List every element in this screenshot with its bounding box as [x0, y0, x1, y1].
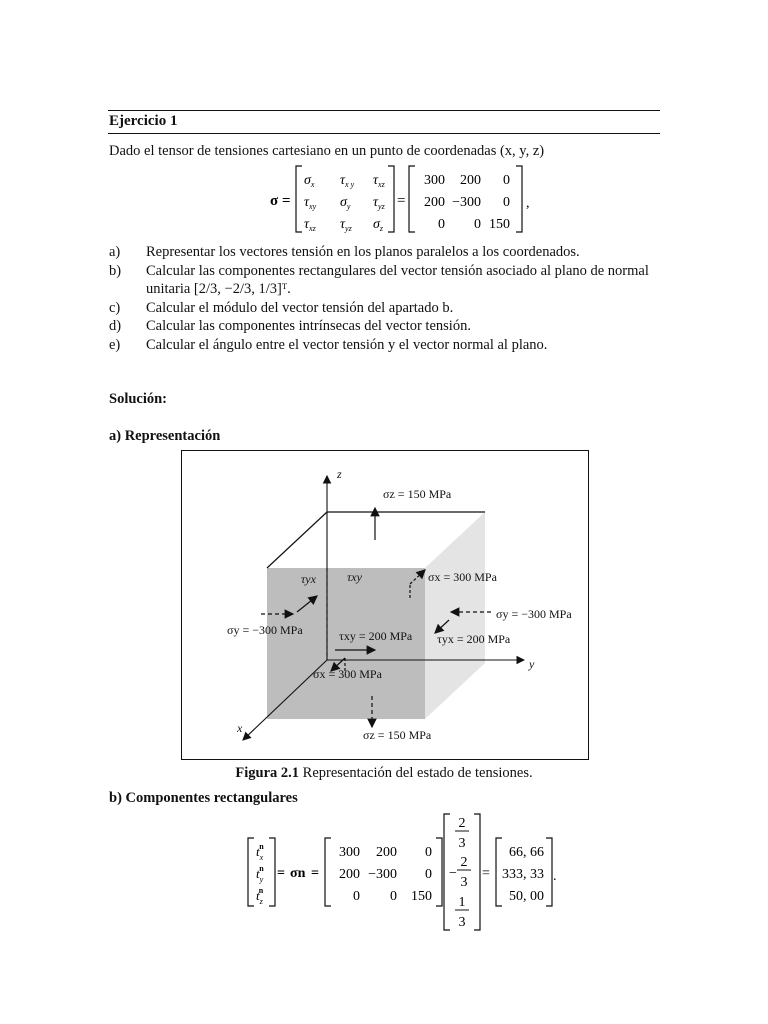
cell-s-00: $\sigma_x$: [304, 173, 315, 189]
lhs-ty: $t_yn$: [256, 864, 264, 884]
part-a-heading: a) Representación: [109, 428, 221, 444]
cube-front-face: [267, 568, 425, 719]
equals-sign-2: =: [397, 193, 406, 209]
equals-sign-1: =: [282, 193, 291, 209]
n2-sign: −: [449, 866, 457, 881]
label-sigma-x-right: σx = 300 MPa: [428, 570, 497, 584]
cell-s-11: $\sigma_y$: [340, 195, 351, 211]
caption-text: Representación del estado de tensiones.: [299, 765, 533, 781]
n1-den: 3: [458, 836, 466, 851]
b-matrix-cell-10: 200: [339, 867, 360, 882]
tensor-trailing: ,: [526, 196, 530, 211]
n2-den: 3: [460, 875, 468, 890]
label-sigma-y-right: σy = −300 MPa: [496, 607, 572, 621]
part-b-heading: b) Componentes rectangulares: [109, 790, 298, 806]
b-matrix-cell-21: 0: [390, 889, 397, 904]
normal-vector: [449, 816, 471, 930]
cell-s-02: $\tau_{xz}$: [373, 173, 385, 189]
label-tau-yx-front: τyx: [301, 572, 316, 586]
exercise-items: [109, 243, 669, 355]
sigma-symbol: σ: [270, 193, 279, 209]
list-item: a) Representar los vectores tensión en los planos paralelos a los coordenados.: [109, 244, 580, 260]
stress-cube-figure: [181, 450, 589, 760]
result-z: 50, 00: [509, 889, 544, 904]
equals-4: =: [311, 866, 319, 881]
top-rule: [108, 110, 660, 111]
label-tau-xy-front: τxy: [347, 570, 362, 584]
exercise-intro: Dado el tensor de tensiones cartesiano en un punto de coordenadas (x, y, z): [109, 143, 545, 159]
n1-num: 2: [458, 816, 466, 831]
label-tau-xy-200: τxy = 200 MPa: [339, 629, 413, 643]
tensor-cell-02: 0: [503, 173, 510, 188]
solution-heading: Solución:: [109, 391, 168, 407]
n3-num: 1: [458, 895, 466, 910]
cell-s-01: $\tau_{x y}$: [340, 173, 355, 189]
tensor-cell-22: 150: [489, 217, 510, 232]
cube-right-face: [425, 512, 485, 719]
label-sigma-x-front: σx = 300 MPa: [313, 667, 382, 681]
stress-tensor-equation: [260, 162, 560, 238]
tensor-cell-10: 200: [424, 195, 445, 210]
list-item: b) Calcular las componentes rectangulares del vector tensión asociado al plano de normal unitaria [2/3, −2/3, 1/3]ᵀ.: [109, 262, 649, 298]
operator-sigma-n: σn: [290, 866, 306, 881]
cell-s-12: $\tau_{yz}$: [373, 195, 385, 211]
result-vector: [502, 845, 544, 904]
tensor-cell-20: 0: [438, 217, 445, 232]
lhs-tz: $t_zn$: [256, 886, 264, 906]
b-matrix-cell-12: 0: [425, 867, 432, 882]
exercise-title: Ejercicio 1: [109, 113, 178, 129]
lhs-vector: [256, 842, 264, 906]
b-matrix-cell-01: 200: [376, 845, 397, 860]
tensor-cell-01: 200: [460, 173, 481, 188]
b-matrix-cell-00: 300: [339, 845, 360, 860]
result-y: 333, 33: [502, 867, 544, 882]
list-item: e) Calcular el ángulo entre el vector tensión y el vector normal al plano.: [109, 336, 548, 353]
cell-s-10: $\tau_{xy}$: [304, 195, 317, 211]
label-sigma-z-bottom: σz = 150 MPa: [363, 728, 432, 742]
label-axis-x: x: [237, 721, 243, 735]
caption-label: Figura 2.1: [235, 765, 300, 781]
b-matrix-cell-20: 0: [353, 889, 360, 904]
equals-3: =: [277, 866, 285, 881]
b-matrix-cell-11: −300: [368, 867, 397, 882]
tensor-cell-12: 0: [503, 195, 510, 210]
b-matrix-cell-22: 150: [411, 889, 432, 904]
list-item: d) Calcular las componentes intrínsecas del vector tensión.: [109, 318, 471, 335]
result-x: 66, 66: [509, 845, 544, 860]
label-tau-yx-200: τyx = 200 MPa: [437, 632, 511, 646]
label-sigma-y-left: σy = −300 MPa: [227, 623, 303, 637]
figure-caption: [0, 765, 768, 782]
label-axis-y: y: [529, 657, 535, 671]
b-matrix-cell-02: 0: [425, 845, 432, 860]
tensor-cell-00: 300: [424, 173, 445, 188]
cell-s-22: $\sigma_z$: [373, 217, 384, 233]
cell-s-21: $\tau_{yz}$: [340, 217, 352, 233]
lhs-tx: $t_xn$: [256, 842, 264, 862]
equals-5: =: [482, 866, 490, 881]
n2-num: 2: [460, 855, 468, 870]
tensor-cell-21: 0: [474, 217, 481, 232]
symbolic-tensor-cells: [304, 173, 386, 233]
label-sigma-z-top: σz = 150 MPa: [383, 487, 452, 501]
tensor-cell-11: −300: [452, 195, 481, 210]
title-rule: [108, 133, 660, 134]
label-axis-z: z: [337, 467, 342, 481]
rectangular-components-equation: [240, 810, 580, 934]
cell-s-20: $\tau_{xz}$: [304, 217, 316, 233]
result-trailing: .: [553, 869, 557, 884]
n3-den: 3: [458, 915, 466, 930]
list-item: c) Calcular el módulo del vector tensión del apartado b.: [109, 299, 454, 316]
